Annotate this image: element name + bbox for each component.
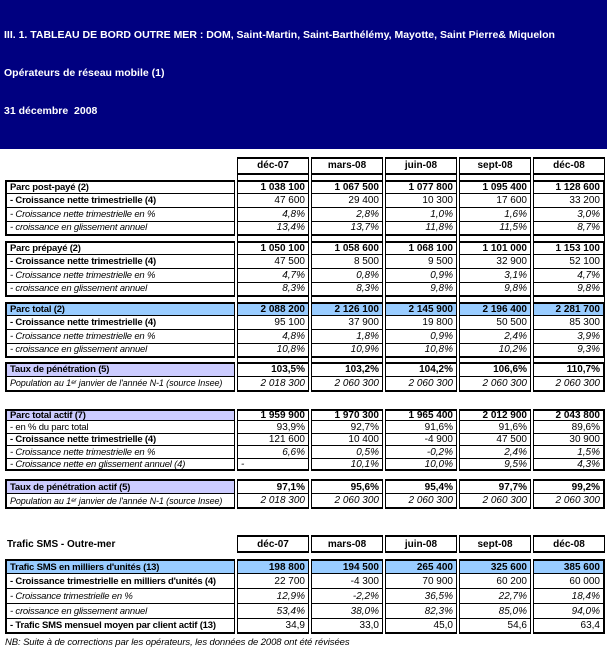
cell-value: 0,8% — [311, 269, 383, 283]
cell-value: 85,0% — [459, 604, 531, 619]
cell-value: - — [237, 459, 309, 472]
cell-value: 94,0% — [533, 604, 605, 619]
cell-value: 2 088 200 — [237, 302, 309, 316]
data-table-parc-post-paye — [5, 180, 607, 236]
table-row — [5, 421, 607, 434]
cell-value: 10,2% — [459, 344, 531, 358]
cell-value: 265 400 — [385, 559, 457, 574]
cell-value: 1 965 400 — [385, 409, 457, 422]
row-label: - Croissance nette trimestrielle en % — [5, 446, 235, 459]
cell-value: 10,0% — [385, 459, 457, 472]
cell-value: 33,0 — [311, 619, 383, 634]
cell-value: 0,9% — [385, 269, 457, 283]
table-row — [5, 269, 607, 283]
table-row — [5, 255, 607, 269]
row-label: Population au 1ᵉʳ janvier de l'année N-1 (source Insee) — [5, 494, 235, 509]
table-row — [5, 409, 607, 422]
footnote: NB: Suite à de corrections par les opérateurs, les données de 2008 ont été révisées — [5, 637, 350, 648]
cell-value: 121 600 — [237, 434, 309, 447]
row-label: Trafic SMS en milliers d'unités (13) — [5, 559, 235, 574]
table-row — [5, 344, 607, 358]
page-subtitle: Opérateurs de réseau mobile (1) — [4, 66, 165, 79]
column-header-cell: sept-08 — [459, 535, 531, 553]
cell-value: 10 400 — [311, 434, 383, 447]
cell-value: 82,3% — [385, 604, 457, 619]
data-table-trafic-sms — [5, 559, 607, 634]
table-row — [5, 330, 607, 344]
row-label: Parc total (2) — [5, 302, 235, 316]
row-label: - Croissance trimestrielle en milliers d'unités (4) — [5, 574, 235, 589]
cell-value: 1 095 400 — [459, 180, 531, 194]
cell-value: -4 300 — [311, 574, 383, 589]
section-gap — [5, 392, 607, 409]
cell-value: 8,3% — [311, 283, 383, 297]
cell-value: 97,7% — [459, 479, 531, 494]
cell-value: 4,3% — [533, 459, 605, 472]
cell-value: 10 300 — [385, 194, 457, 208]
cell-value: 33 200 — [533, 194, 605, 208]
cell-value: 12,9% — [237, 589, 309, 604]
cell-value: 60 000 — [533, 574, 605, 589]
cell-value: 2 060 300 — [533, 377, 605, 392]
cell-value: 1,6% — [459, 208, 531, 222]
table-row — [5, 283, 607, 297]
cell-value: 32 900 — [459, 255, 531, 269]
cell-value: 2 281 700 — [533, 302, 605, 316]
column-header-cell: déc-07 — [237, 157, 309, 175]
column-header-row — [5, 157, 607, 175]
table-row — [5, 446, 607, 459]
table-row — [5, 479, 607, 494]
cell-value: 2,4% — [459, 330, 531, 344]
cell-value: 2 126 100 — [311, 302, 383, 316]
cell-value: 97,1% — [237, 479, 309, 494]
row-label: - Croissance nette en glissement annuel (4) — [5, 459, 235, 472]
cell-value: 1 970 300 — [311, 409, 383, 422]
column-header-cell: juin-08 — [385, 535, 457, 553]
cell-value: 3,1% — [459, 269, 531, 283]
row-label: Population au 1ᵉʳ janvier de l'année N-1 (source Insee) — [5, 377, 235, 392]
cell-value: 11,8% — [385, 222, 457, 236]
row-label: - Croissance nette trimestrielle (4) — [5, 316, 235, 330]
cell-value: 9,8% — [533, 283, 605, 297]
cell-value: 325 600 — [459, 559, 531, 574]
column-header-cell: juin-08 — [385, 157, 457, 175]
cell-value: 198 800 — [237, 559, 309, 574]
cell-value: 10,8% — [237, 344, 309, 358]
cell-value: 99,2% — [533, 479, 605, 494]
row-label: Taux de pénétration (5) — [5, 362, 235, 377]
cell-value: 2 060 300 — [385, 494, 457, 509]
data-table-parc-prepaye — [5, 241, 607, 297]
cell-value: 92,7% — [311, 421, 383, 434]
row-label: - Croissance nette trimestrielle en % — [5, 208, 235, 222]
cell-value: 38,0% — [311, 604, 383, 619]
cell-value: 110,7% — [533, 362, 605, 377]
cell-value: 2 012 900 — [459, 409, 531, 422]
column-header-cell: déc-08 — [533, 157, 605, 175]
cell-value: 85 300 — [533, 316, 605, 330]
table-row — [5, 241, 607, 255]
cell-value: 91,6% — [385, 421, 457, 434]
cell-value: 1 101 000 — [459, 241, 531, 255]
cell-value: 2 018 300 — [237, 377, 309, 392]
table-row — [5, 604, 607, 619]
data-table-taux-penetration — [5, 362, 607, 392]
table-row — [5, 362, 607, 377]
cell-value: 93,9% — [237, 421, 309, 434]
dashboard-grid — [0, 157, 607, 635]
cell-value: 70 900 — [385, 574, 457, 589]
cell-value: 10,8% — [385, 344, 457, 358]
table-row — [5, 180, 607, 194]
column-header-cell: déc-07 — [237, 535, 309, 553]
table-row — [5, 434, 607, 447]
row-label: - Croissance nette trimestrielle en % — [5, 330, 235, 344]
cell-value: 37 900 — [311, 316, 383, 330]
table-row — [5, 302, 607, 316]
cell-value: 17 600 — [459, 194, 531, 208]
cell-value: 8 500 — [311, 255, 383, 269]
cell-value: 4,7% — [237, 269, 309, 283]
cell-value: 103,2% — [311, 362, 383, 377]
cell-value: 103,5% — [237, 362, 309, 377]
row-label: - Croissance trimestrielle en % — [5, 589, 235, 604]
row-label: - Croissance nette trimestrielle (4) — [5, 434, 235, 447]
cell-value: 2 145 900 — [385, 302, 457, 316]
cell-value: 9,5% — [459, 459, 531, 472]
cell-value: 54,6 — [459, 619, 531, 634]
column-header-cell: mars-08 — [311, 157, 383, 175]
cell-value: 2 018 300 — [237, 494, 309, 509]
cell-value: -0,2% — [385, 446, 457, 459]
cell-value: 50 500 — [459, 316, 531, 330]
cell-value: -2,2% — [311, 589, 383, 604]
row-label: Parc total actif (7) — [5, 409, 235, 422]
cell-value: 104,2% — [385, 362, 457, 377]
cell-value: 30 900 — [533, 434, 605, 447]
row-label: Parc post-payé (2) — [5, 180, 235, 194]
cell-value: 1,8% — [311, 330, 383, 344]
cell-value: 1 050 100 — [237, 241, 309, 255]
cell-value: 18,4% — [533, 589, 605, 604]
cell-value: 3,9% — [533, 330, 605, 344]
row-label: - croissance en glissement annuel — [5, 604, 235, 619]
cell-value: 1 153 100 — [533, 241, 605, 255]
table-row — [5, 559, 607, 574]
cell-value: 0,9% — [385, 330, 457, 344]
cell-value: 89,6% — [533, 421, 605, 434]
cell-value: 6,6% — [237, 446, 309, 459]
cell-value: 22 700 — [237, 574, 309, 589]
cell-value: 2 060 300 — [311, 494, 383, 509]
cell-value: 194 500 — [311, 559, 383, 574]
cell-value: 47 500 — [237, 255, 309, 269]
cell-value: 47 500 — [459, 434, 531, 447]
cell-value: 19 800 — [385, 316, 457, 330]
cell-value: 45,0 — [385, 619, 457, 634]
cell-value: 2,4% — [459, 446, 531, 459]
cell-value: 34,9 — [237, 619, 309, 634]
cell-value: 2 060 300 — [533, 494, 605, 509]
table-row — [5, 574, 607, 589]
cell-value: 4,8% — [237, 208, 309, 222]
row-label: - Croissance nette trimestrielle (4) — [5, 255, 235, 269]
title-block — [0, 0, 607, 149]
table-row — [5, 619, 607, 634]
cell-value: 22,7% — [459, 589, 531, 604]
section-gap — [5, 509, 607, 535]
cell-value: 13,4% — [237, 222, 309, 236]
table-row — [5, 208, 607, 222]
cell-value: -4 900 — [385, 434, 457, 447]
row-label: Taux de pénétration actif (5) — [5, 479, 235, 494]
page-title: III. 1. TABLEAU DE BORD OUTRE MER : DOM, Saint-Martin, Saint-Barthélémy, Mayotte, Saint Pierre& Miquelon — [4, 28, 555, 41]
section-gap — [5, 471, 607, 479]
cell-value: 2,8% — [311, 208, 383, 222]
row-label: - croissance en glissement annuel — [5, 283, 235, 297]
cell-value: 4,8% — [237, 330, 309, 344]
cell-value: 1 068 100 — [385, 241, 457, 255]
data-table-taux-penetration-actif — [5, 479, 607, 509]
cell-value: 29 400 — [311, 194, 383, 208]
table-row — [5, 459, 607, 472]
table-row — [5, 377, 607, 392]
cell-value: 2 060 300 — [459, 494, 531, 509]
row-label: - en % du parc total — [5, 421, 235, 434]
cell-value: 13,7% — [311, 222, 383, 236]
column-header-cell: mars-08 — [311, 535, 383, 553]
table-row — [5, 222, 607, 236]
cell-value: 2 060 300 — [459, 377, 531, 392]
data-table-parc-total — [5, 302, 607, 358]
cell-value: 9 500 — [385, 255, 457, 269]
cell-value: 95 100 — [237, 316, 309, 330]
cell-value: 0,5% — [311, 446, 383, 459]
cell-value: 10,1% — [311, 459, 383, 472]
cell-value: 1 077 800 — [385, 180, 457, 194]
column-header-spacer — [5, 157, 235, 175]
row-label: - Croissance nette trimestrielle en % — [5, 269, 235, 283]
row-label: - Trafic SMS mensuel moyen par client actif (13) — [5, 619, 235, 634]
cell-value: 3,0% — [533, 208, 605, 222]
page-date: 31 décembre 2008 — [4, 105, 98, 118]
cell-value: 1 058 600 — [311, 241, 383, 255]
cell-value: 2 043 800 — [533, 409, 605, 422]
cell-value: 1 038 100 — [237, 180, 309, 194]
cell-value: 2 196 400 — [459, 302, 531, 316]
cell-value: 1 128 600 — [533, 180, 605, 194]
cell-value: 91,6% — [459, 421, 531, 434]
cell-value: 95,4% — [385, 479, 457, 494]
table-row — [5, 589, 607, 604]
cell-value: 1 959 900 — [237, 409, 309, 422]
cell-value: 1 067 500 — [311, 180, 383, 194]
table-row — [5, 494, 607, 509]
data-table-parc-total-actif — [5, 409, 607, 472]
cell-value: 8,7% — [533, 222, 605, 236]
column-header-cell: sept-08 — [459, 157, 531, 175]
cell-value: 106,6% — [459, 362, 531, 377]
cell-value: 385 600 — [533, 559, 605, 574]
cell-value: 10,9% — [311, 344, 383, 358]
cell-value: 36,5% — [385, 589, 457, 604]
cell-value: 2 060 300 — [311, 377, 383, 392]
cell-value: 47 600 — [237, 194, 309, 208]
cell-value: 9,8% — [385, 283, 457, 297]
cell-value: 53,4% — [237, 604, 309, 619]
row-label: Parc prépayé (2) — [5, 241, 235, 255]
table-row — [5, 316, 607, 330]
cell-value: 9,8% — [459, 283, 531, 297]
cell-value: 95,6% — [311, 479, 383, 494]
cell-value: 9,3% — [533, 344, 605, 358]
cell-value: 8,3% — [237, 283, 309, 297]
cell-value: 1,5% — [533, 446, 605, 459]
cell-value: 1,0% — [385, 208, 457, 222]
row-label: - croissance en glissement annuel — [5, 222, 235, 236]
cell-value: 63,4 — [533, 619, 605, 634]
row-label: - croissance en glissement annuel — [5, 344, 235, 358]
cell-value: 2 060 300 — [385, 377, 457, 392]
column-header-cell: déc-08 — [533, 535, 605, 553]
row-label: - Croissance nette trimestrielle (4) — [5, 194, 235, 208]
sms-section-title: Trafic SMS - Outre-mer — [7, 538, 116, 550]
cell-value: 11,5% — [459, 222, 531, 236]
cell-value: 52 100 — [533, 255, 605, 269]
cell-value: 4,7% — [533, 269, 605, 283]
table-row — [5, 194, 607, 208]
cell-value: 60 200 — [459, 574, 531, 589]
